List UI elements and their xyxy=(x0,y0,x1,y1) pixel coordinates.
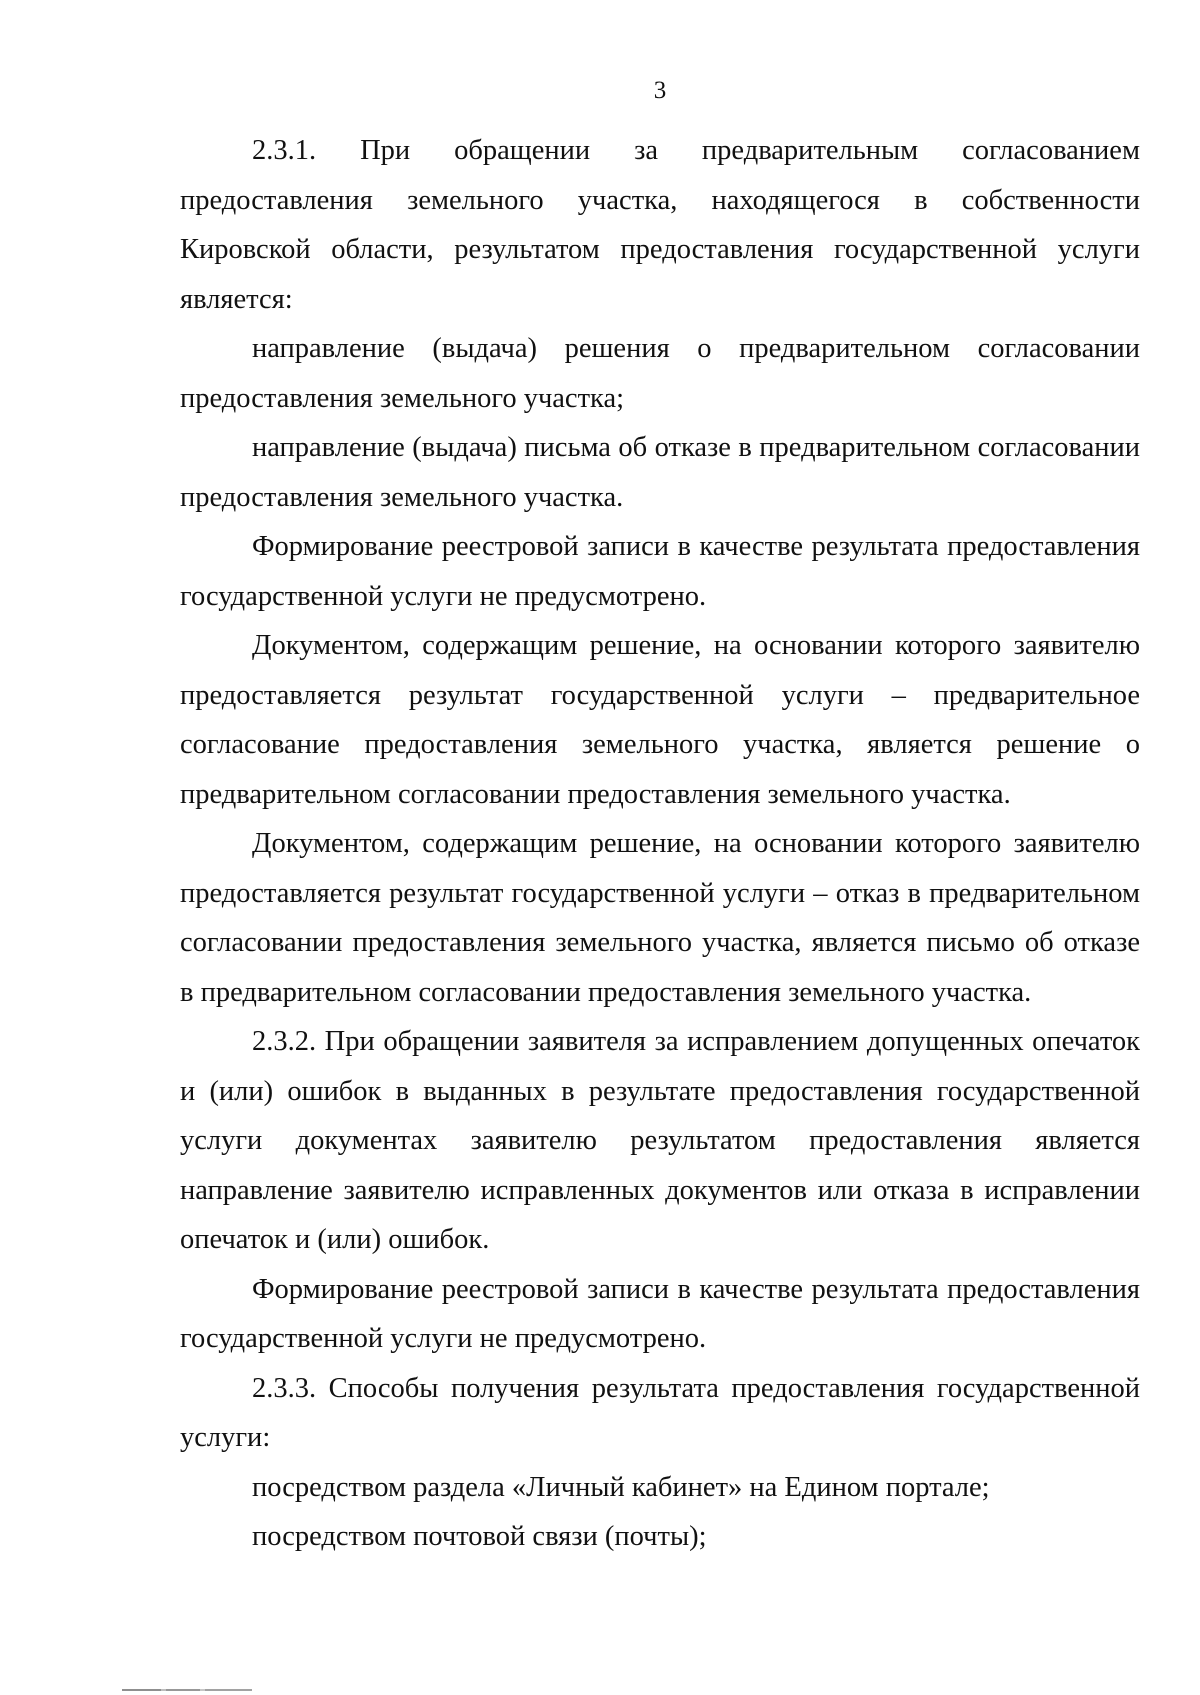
paragraph-registry-record-1: Формирование реестровой записи в качестве результата предоставления государственной услуги не предусмотрено. xyxy=(180,531,1140,612)
paragraph-method-portal: посредством раздела «Личный кабинет» на Едином портале; xyxy=(252,1471,990,1503)
page-number: 3 xyxy=(653,77,667,104)
paragraph-refusal-document: Документом, содержащим решение, на основании которого заявителю предоставляется результат государственной услуги – отказ в предварительном согласовании предоставления земельного участка, является письмо об отказе в предварительном согласовании предоставления земельного участка. xyxy=(180,828,1140,1008)
paragraph-2-3-3: 2.3.3. Способы получения результата предоставления государственной услуги: xyxy=(180,1372,1140,1453)
paragraph-result-decision: направление (выдача) решения о предварительном согласовании предоставления земельного участка; xyxy=(180,333,1140,414)
paragraph-result-refusal: направление (выдача) письма об отказе в предварительном согласовании предоставления земельного участка. xyxy=(180,432,1140,513)
paragraph-decision-document: Документом, содержащим решение, на основании которого заявителю предоставляется результат государственной услуги – предварительное согласование предоставления земельного участка, является решение о предварительном согласовании предоставления земельного участка. xyxy=(180,630,1140,810)
scan-artifact xyxy=(122,1689,252,1691)
paragraph-2-3-2: 2.3.2. При обращении заявителя за исправлением допущенных опечаток и (или) ошибок в выданных в результате предоставления государственной услуги документах заявителю результатом предоставления является направление заявителю исправленных документов или отказа в исправлении опечаток и (или) ошибок. xyxy=(180,1026,1140,1255)
document-body xyxy=(180,126,1140,1562)
paragraph-2-3-1: 2.3.1. При обращении за предварительным согласованием предоставления земельного участка, находящегося в собственности Кировской области, результатом предоставления государственной услуги является: xyxy=(180,135,1140,315)
paragraph-method-post: посредством почтовой связи (почты); xyxy=(252,1521,707,1552)
paragraph-registry-record-2: Формирование реестровой записи в качестве результата предоставления государственной услуги не предусмотрено. xyxy=(180,1273,1140,1354)
